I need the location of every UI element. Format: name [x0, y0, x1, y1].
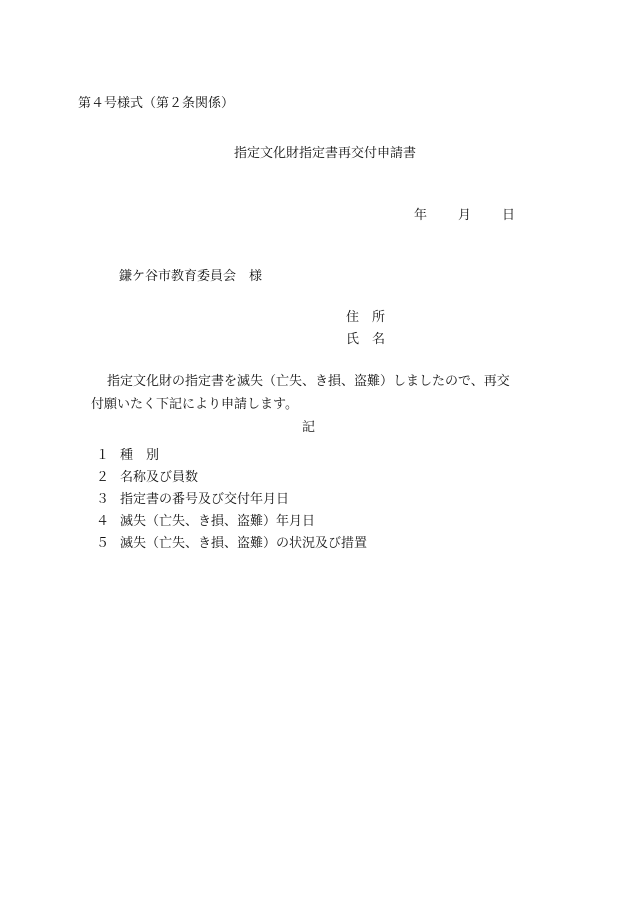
body-text-line-1: 指定文化財の指定書を滅失（亡失、き損、盗難）しましたので、再交	[107, 374, 510, 389]
list-item-text: 滅失（亡失、き損、盗難）の状況及び措置	[120, 536, 368, 551]
list-item-number: ５	[96, 536, 110, 551]
form-number: 第４号様式（第２条関係）	[78, 96, 235, 111]
list-item-text: 滅失（亡失、き損、盗難）年月日	[120, 514, 316, 529]
list-item	[96, 515, 315, 528]
body-text-line-2: 付願いたく下記により申請します。	[91, 397, 298, 412]
name-label: 氏 名	[346, 332, 386, 347]
date-year-label: 年	[414, 208, 428, 223]
list-item-number: ３	[96, 492, 110, 507]
list-item-number: １	[96, 448, 110, 463]
date-row	[414, 209, 515, 222]
list-item-number: ２	[96, 470, 110, 485]
address-label: 住 所	[346, 310, 386, 325]
list-item	[96, 537, 367, 550]
ki-heading: 記	[302, 420, 316, 435]
list-item-text: 種 別	[120, 448, 160, 463]
list-item	[96, 449, 159, 462]
list-item-text: 指定書の番号及び交付年月日	[120, 492, 290, 507]
date-month-label: 月	[458, 208, 472, 223]
list-item-number: ４	[96, 514, 110, 529]
recipient: 鎌ケ谷市教育委員会 様	[119, 269, 263, 284]
date-day-label: 日	[502, 208, 516, 223]
list-item-text: 名称及び員数	[120, 470, 199, 485]
list-item	[96, 471, 198, 484]
list-item	[96, 493, 289, 506]
document-title: 指定文化財指定書再交付申請書	[234, 146, 417, 161]
